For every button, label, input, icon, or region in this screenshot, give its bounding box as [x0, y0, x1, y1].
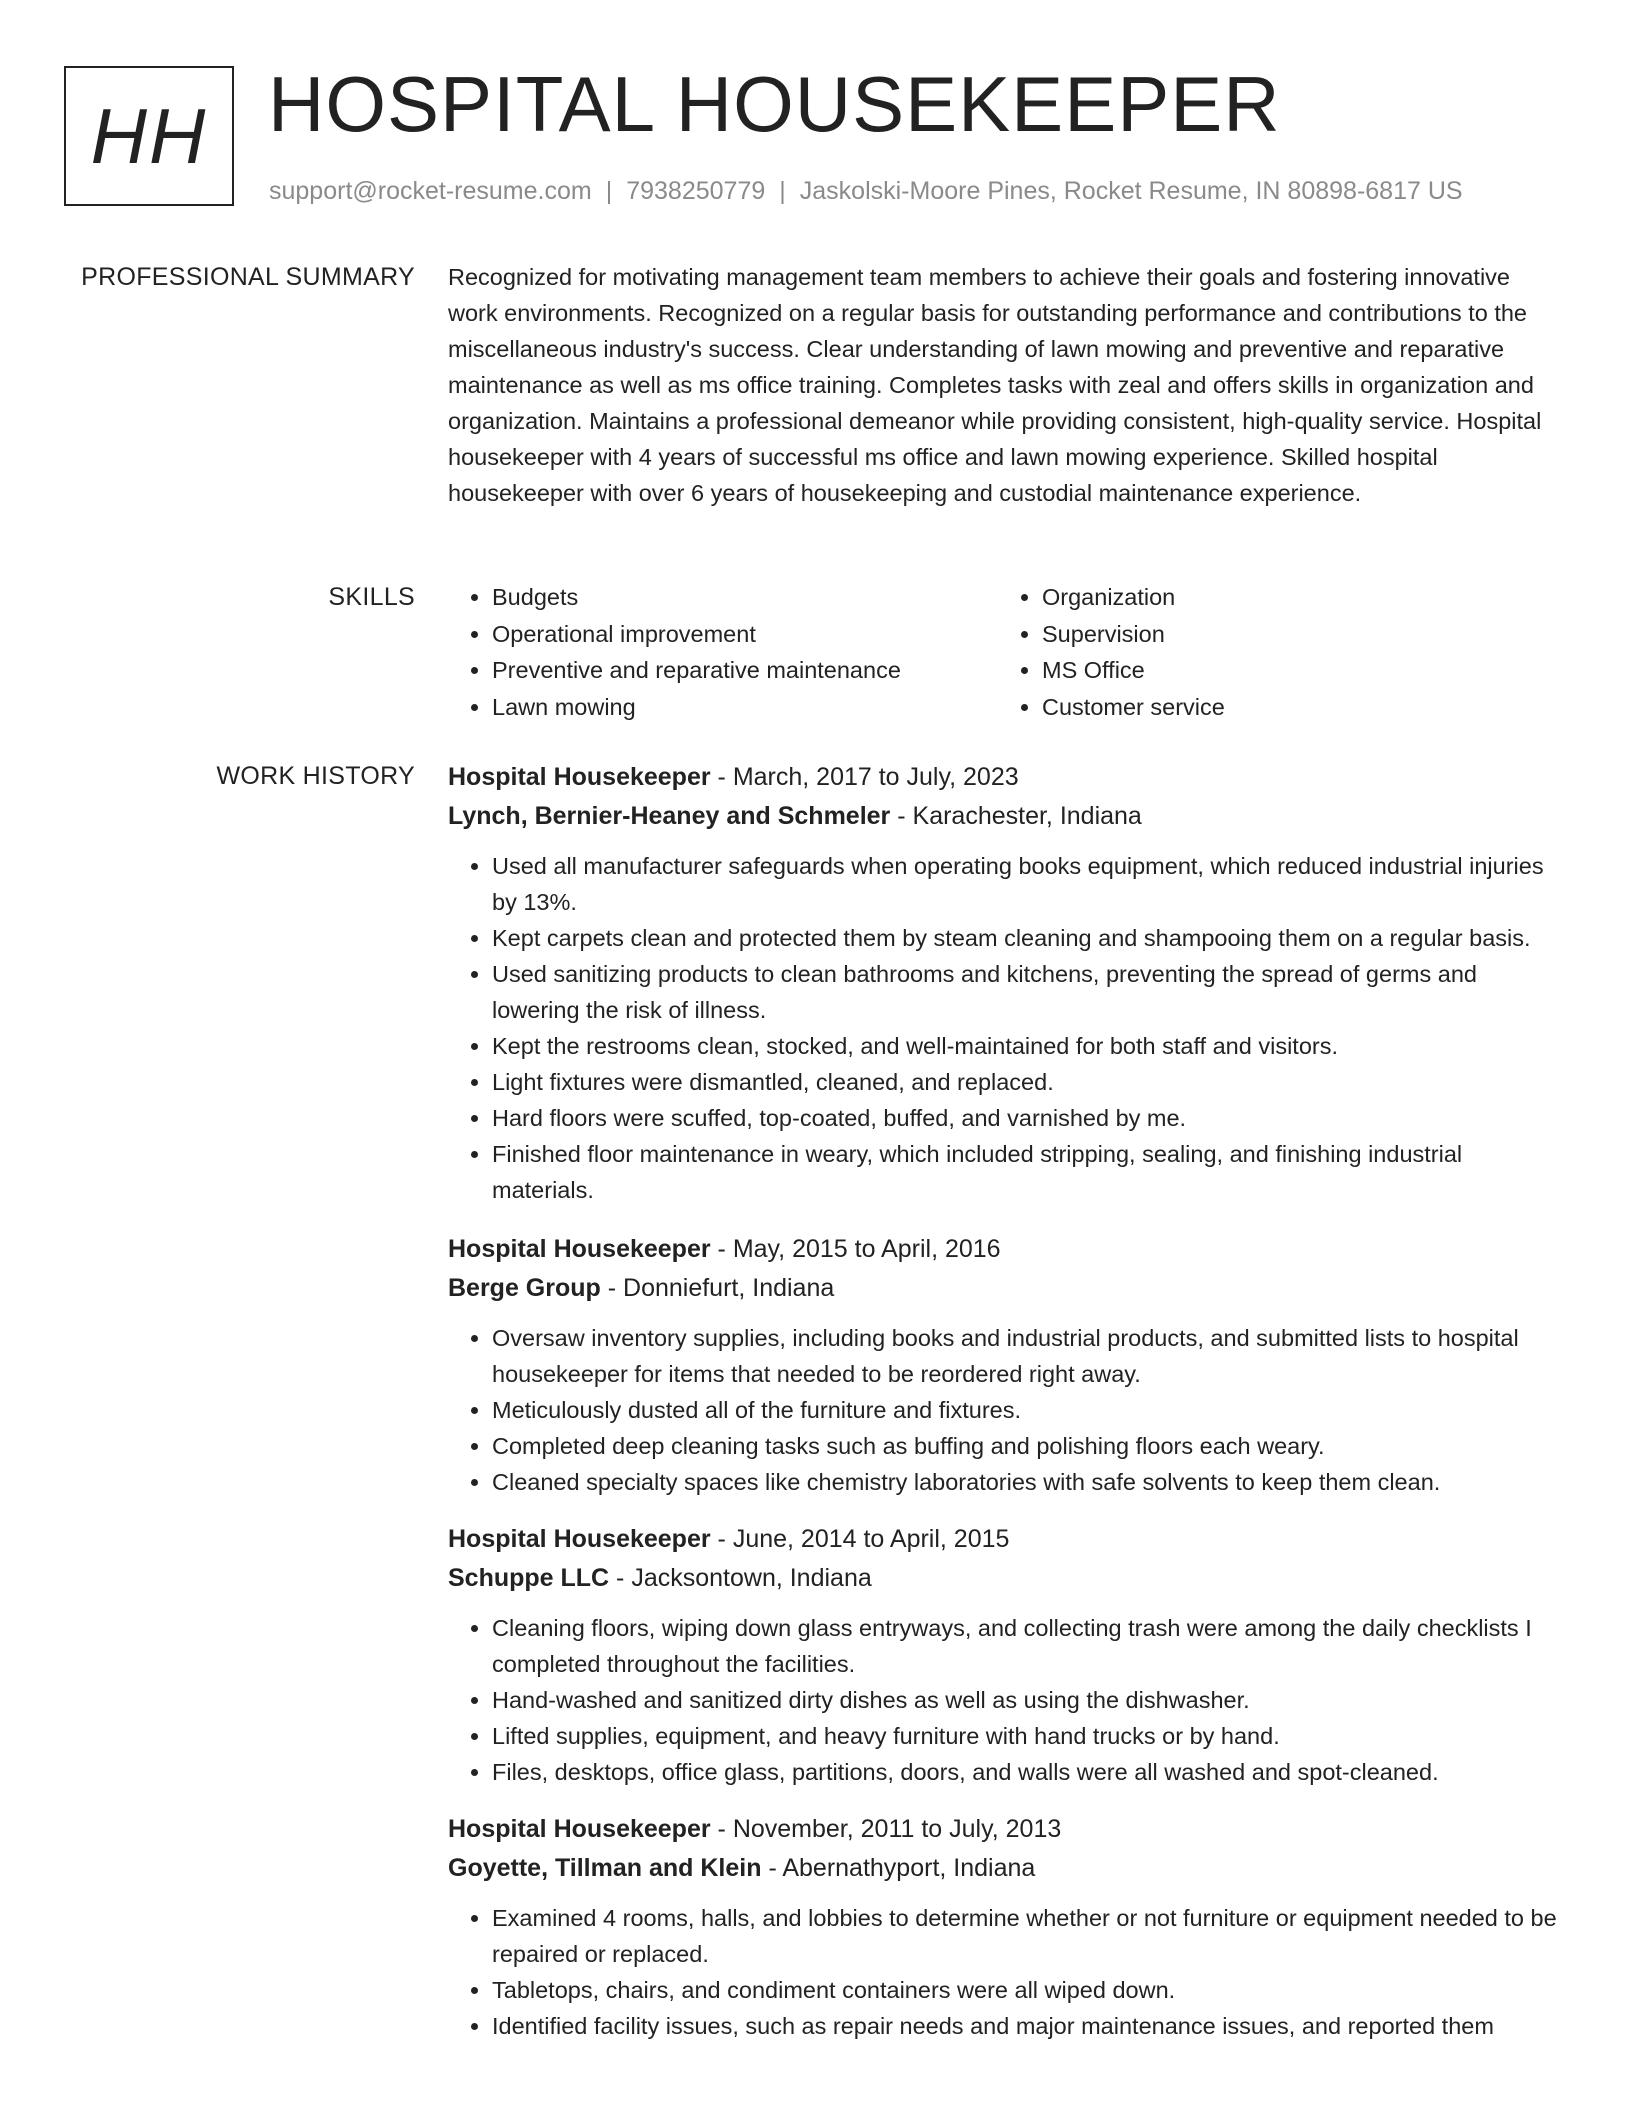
job-bullet: • Cleaned specialty spaces like chemistry laboratories with safe solvents to keep them clean.: [492, 1464, 1558, 1500]
job-bullet: • Identified facility issues, such as repair needs and major maintenance issues, and reported them: [492, 2008, 1558, 2044]
skill-item: • Budgets: [492, 579, 998, 616]
job-location: Karachester, Indiana: [912, 802, 1142, 830]
skill-item: • Lawn mowing: [492, 689, 998, 726]
job-company: Lynch, Bernier-Heaney and Schmeler: [448, 802, 891, 830]
skill-item: • Organization: [1042, 579, 1225, 616]
job-bullet: • Hand-washed and sanitized dirty dishes as well as using the dishwasher.: [492, 1682, 1558, 1718]
job-bullet: • Light fixtures were dismantled, cleaned, and replaced.: [492, 1064, 1558, 1100]
work-history-body: [448, 758, 1558, 2064]
job-company: Goyette, Tillman and Klein: [448, 1854, 762, 1882]
job-dates: November, 2011 to July, 2013: [732, 1815, 1062, 1843]
job-title: Hospital Housekeeper: [448, 1235, 711, 1263]
contact-address: Jaskolski-Moore Pines, Rocket Resume, IN 80898-6817 US: [799, 177, 1463, 205]
contact-separator: |: [605, 177, 613, 205]
job-title-line: Hospital Housekeeper - November, 2011 to July, 2013: [448, 1815, 1062, 1843]
job-bullet: • Finished floor maintenance in weary, which included stripping, sealing, and finishing industrial materials.: [492, 1136, 1558, 1208]
job-location: Abernathyport, Indiana: [782, 1854, 1036, 1882]
job-company-line: Berge Group - Donniefurt, Indiana: [448, 1274, 835, 1302]
skills-list: [448, 579, 1558, 725]
skills-heading: SKILLS: [328, 583, 415, 611]
job-bullet: • Cleaning floors, wiping down glass entryways, and collecting trash were among the daily checklists I completed throughout the facilities.: [492, 1610, 1558, 1682]
job-bullets: [448, 1320, 1558, 1500]
job-bullets: [448, 1610, 1558, 1790]
job-location: Donniefurt, Indiana: [623, 1274, 835, 1302]
job-dates: May, 2015 to April, 2016: [732, 1235, 1001, 1263]
job-company-line: Schuppe LLC - Jacksontown, Indiana: [448, 1564, 872, 1592]
summary-heading: PROFESSIONAL SUMMARY: [81, 263, 415, 291]
job-title: Hospital Housekeeper: [448, 763, 711, 791]
job-bullet: • Tabletops, chairs, and condiment containers were all wiped down.: [492, 1972, 1558, 2008]
job-bullets: [448, 848, 1558, 1208]
skills-column-1: [448, 579, 998, 725]
resume-name-title: HOSPITAL HOUSEKEEPER: [268, 60, 1281, 148]
job-bullet: • Meticulously dusted all of the furniture and fixtures.: [492, 1392, 1558, 1428]
job-title-line: Hospital Housekeeper - March, 2017 to July, 2023: [448, 763, 1019, 791]
work-history-heading: WORK HISTORY: [216, 762, 415, 790]
contact-separator: |: [779, 177, 786, 205]
skill-item: • Customer service: [1042, 689, 1225, 726]
job-bullet: • Oversaw inventory supplies, including books and industrial products, and submitted lists to hospital housekeeper for items that needed to be reordered right away.: [492, 1320, 1558, 1392]
job-bullet: • Used all manufacturer safeguards when operating books equipment, which reduced industrial injuries by 13%.: [492, 848, 1558, 920]
job-bullet: • Completed deep cleaning tasks such as buffing and polishing floors each weary.: [492, 1428, 1558, 1464]
skills-column-2: [998, 579, 1225, 725]
job-company-line: Goyette, Tillman and Klein - Abernathyport, Indiana: [448, 1854, 1036, 1882]
summary-text: Recognized for motivating management team members to achieve their goals and fostering innovative work environments. Recognized on a regular basis for outstanding performance and contributions to the miscellaneous industry's success. Clear understanding of lawn mowing and preventive and reparative maintenance as well as ms office training. Completes tasks with zeal and offers skills in organization and organization. Maintains a professional demeanor while providing consistent, high-quality service. Hospital housekeeper with 4 years of successful ms office and lawn mowing experience. Skilled hospital housekeeper with over 6 years of housekeeping and custodial maintenance experience.: [448, 264, 1542, 506]
job-company: Schuppe LLC: [448, 1564, 610, 1592]
summary-body: [448, 259, 1558, 511]
job-bullets: [448, 1900, 1558, 2044]
job-entry: [448, 1230, 1558, 1500]
job-company-line: Lynch, Bernier-Heaney and Schmeler - Karachester, Indiana: [448, 802, 1142, 830]
job-bullet: • Used sanitizing products to clean bathrooms and kitchens, preventing the spread of germs and lowering the risk of illness.: [492, 956, 1558, 1028]
job-company: Berge Group: [448, 1274, 601, 1302]
job-bullet: • Kept carpets clean and protected them by steam cleaning and shampooing them on a regular basis.: [492, 920, 1558, 956]
contact-phone[interactable]: 7938250779: [626, 177, 766, 205]
skill-item: • Preventive and reparative maintenance: [492, 652, 998, 689]
job-title: Hospital Housekeeper: [448, 1815, 711, 1843]
job-entry: [448, 758, 1558, 1208]
skill-item: • MS Office: [1042, 652, 1225, 689]
job-title: Hospital Housekeeper: [448, 1525, 711, 1553]
job-entry: [448, 1520, 1558, 1790]
job-dates: March, 2017 to July, 2023: [732, 763, 1019, 791]
monogram-logo: HH: [64, 66, 234, 206]
job-location: Jacksontown, Indiana: [631, 1564, 872, 1592]
job-bullet: • Examined 4 rooms, halls, and lobbies to determine whether or not furniture or equipment needed to be repaired or replaced.: [492, 1900, 1558, 1972]
contact-email[interactable]: support@rocket-resume.com: [269, 177, 592, 205]
job-dates: June, 2014 to April, 2015: [732, 1525, 1010, 1553]
job-entry: [448, 1810, 1558, 2044]
job-bullet: • Files, desktops, office glass, partitions, doors, and walls were all washed and spot-cleaned.: [492, 1754, 1558, 1790]
contact-line: [269, 175, 1463, 207]
job-title-line: Hospital Housekeeper - June, 2014 to April, 2015: [448, 1525, 1010, 1553]
skill-item: • Operational improvement: [492, 616, 998, 653]
job-title-line: Hospital Housekeeper - May, 2015 to April, 2016: [448, 1235, 1001, 1263]
job-bullet: • Hard floors were scuffed, top-coated, buffed, and varnished by me.: [492, 1100, 1558, 1136]
job-bullet: • Kept the restrooms clean, stocked, and well-maintained for both staff and visitors.: [492, 1028, 1558, 1064]
job-bullet: • Lifted supplies, equipment, and heavy furniture with hand trucks or by hand.: [492, 1718, 1558, 1754]
skill-item: • Supervision: [1042, 616, 1225, 653]
